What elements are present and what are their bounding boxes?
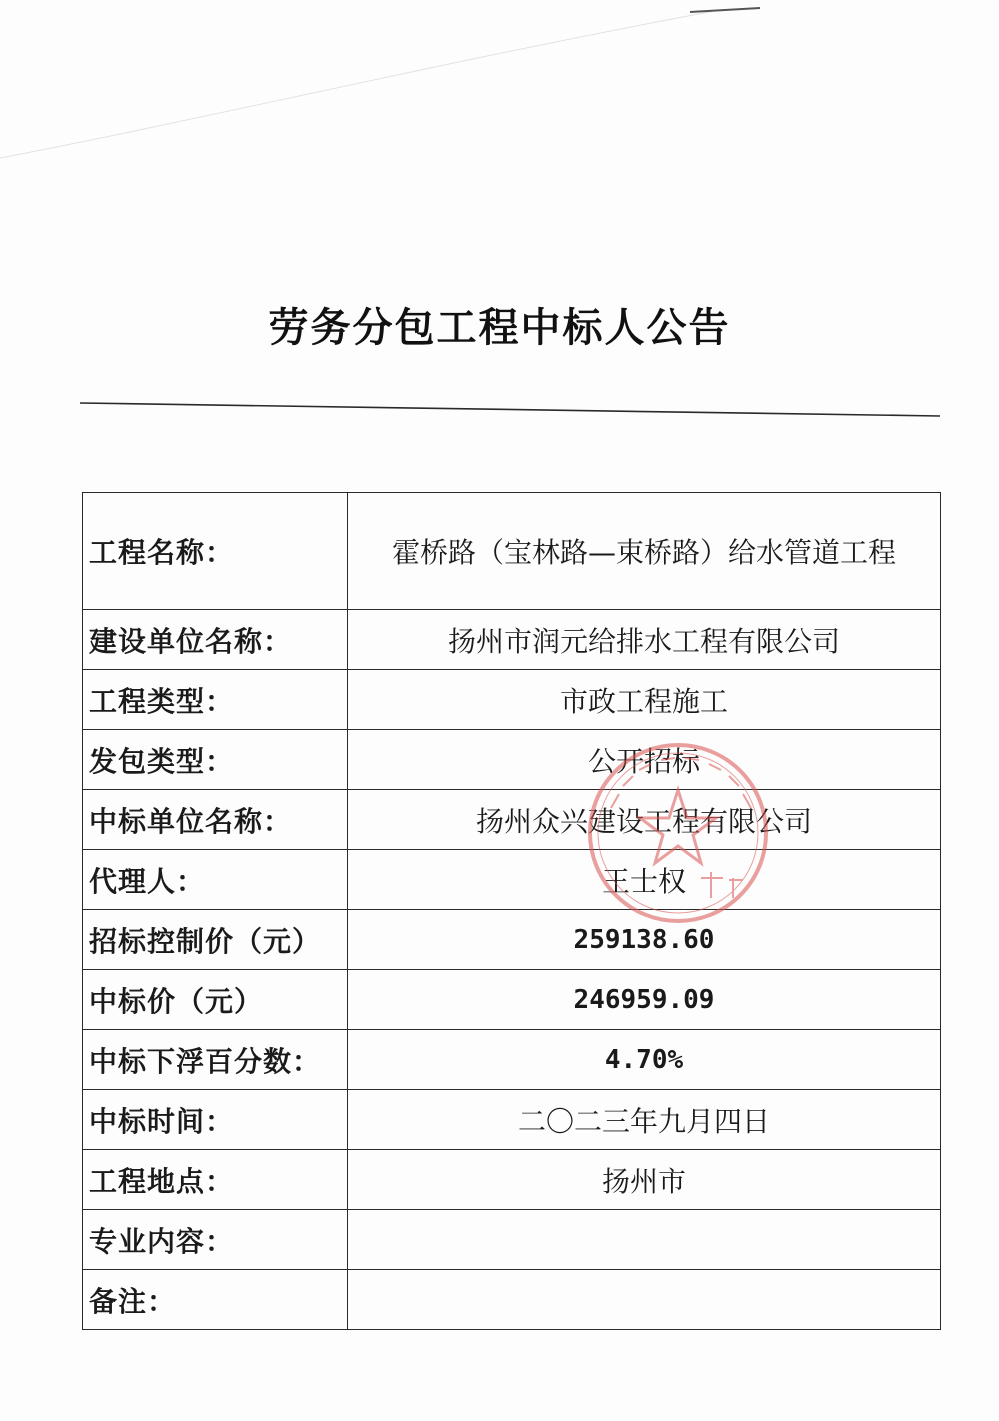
table-row (83, 610, 941, 670)
control-price-label: 招标控制价（元） (83, 910, 348, 970)
discount-percent-label: 中标下浮百分数： (83, 1030, 348, 1090)
project-name-label: 工程名称： (83, 493, 348, 610)
winner-name-label: 中标单位名称： (83, 790, 348, 850)
remarks-value (348, 1270, 941, 1330)
table-row (83, 790, 941, 850)
contract-type-label: 发包类型： (83, 730, 348, 790)
client-name-value: 扬州市润元给排水工程有限公司 (348, 610, 941, 670)
table-row (83, 730, 941, 790)
page-title: 劳务分包工程中标人公告 (268, 305, 731, 351)
award-date-label: 中标时间： (83, 1090, 348, 1150)
project-name-value: 霍桥路（宝林路—束桥路）给水管道工程 (348, 493, 941, 610)
remarks-label: 备注： (83, 1270, 348, 1330)
announcement-table (82, 492, 941, 1330)
table-row (83, 910, 941, 970)
table-row (83, 493, 941, 610)
table-row (83, 670, 941, 730)
client-name-label: 建设单位名称： (83, 610, 348, 670)
table-row (83, 1210, 941, 1270)
table-row (83, 970, 941, 1030)
location-label: 工程地点： (83, 1150, 348, 1210)
discount-percent-value: 4.70% (348, 1030, 941, 1090)
winning-price-value: 246959.09 (348, 970, 941, 1030)
table-row (83, 1150, 941, 1210)
scope-value (348, 1210, 941, 1270)
winning-price-label: 中标价（元） (83, 970, 348, 1030)
control-price-value: 259138.60 (348, 910, 941, 970)
agent-value: 王士权 (348, 850, 941, 910)
paper-fold-line (0, 0, 999, 170)
table-row (83, 1270, 941, 1330)
scope-label: 专业内容： (83, 1210, 348, 1270)
contract-type-value: 公开招标 (348, 730, 941, 790)
award-date-value: 二〇二三年九月四日 (348, 1090, 941, 1150)
project-type-label: 工程类型： (83, 670, 348, 730)
project-type-value: 市政工程施工 (348, 670, 941, 730)
winner-name-value: 扬州众兴建设工程有限公司 (348, 790, 941, 850)
table-row (83, 1030, 941, 1090)
table-row (83, 850, 941, 910)
table-row (83, 1090, 941, 1150)
title-underline (80, 400, 940, 420)
location-value: 扬州市 (348, 1150, 941, 1210)
agent-label: 代理人： (83, 850, 348, 910)
